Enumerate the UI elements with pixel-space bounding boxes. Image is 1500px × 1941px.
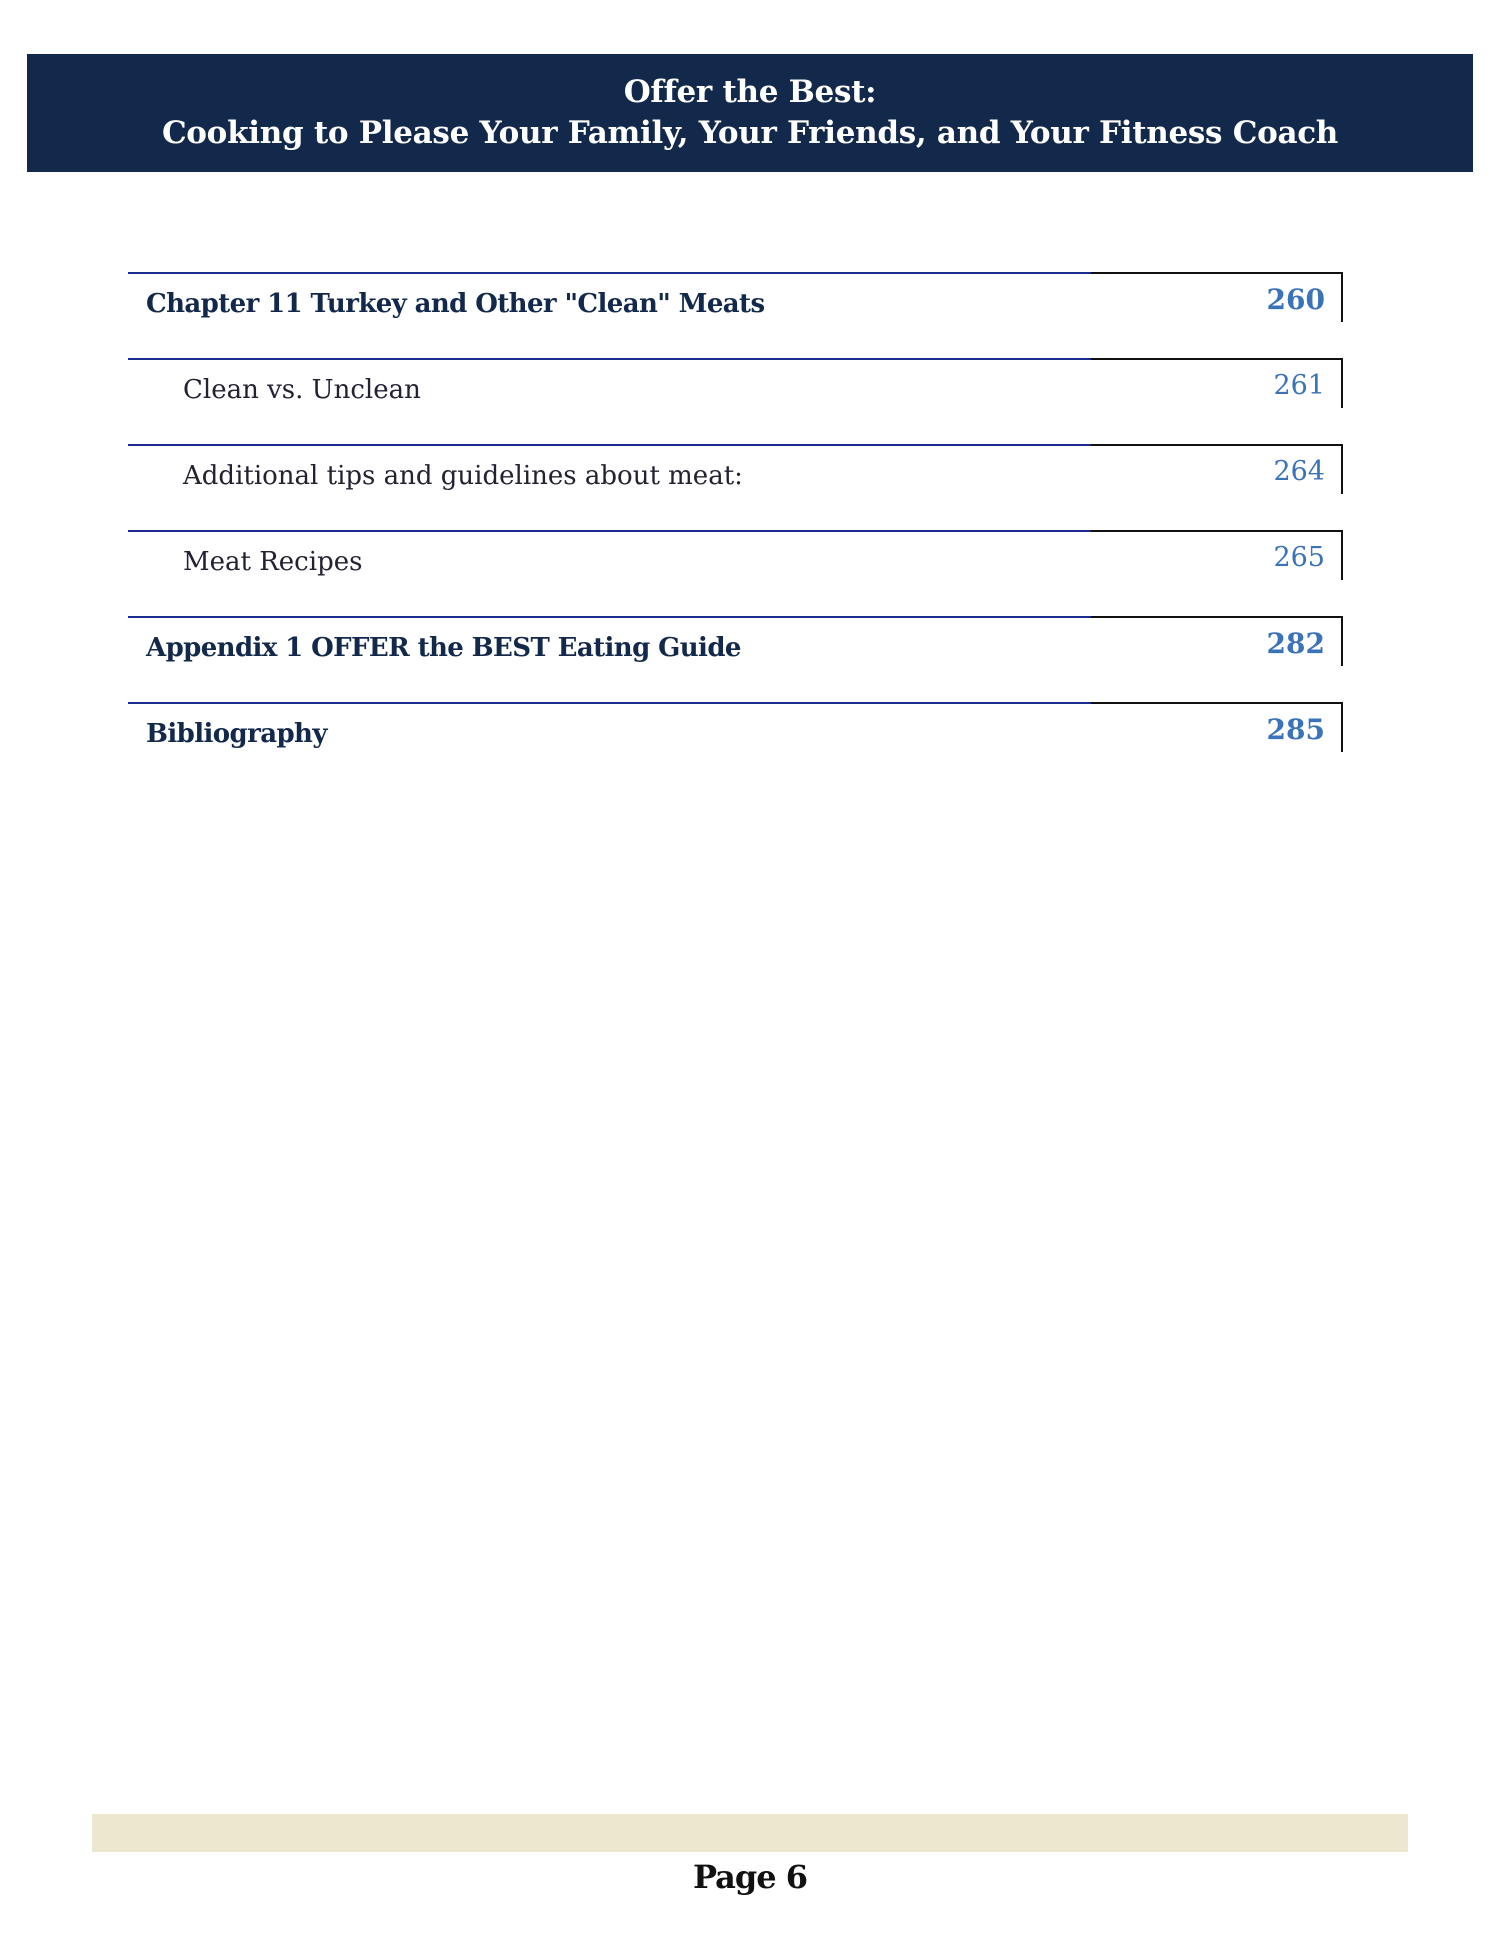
- toc-entry-label: Clean vs. Unclean: [183, 375, 421, 405]
- toc-entry-page: 265: [1273, 542, 1325, 573]
- page-number: Page 6: [692, 1858, 808, 1896]
- table-of-contents: [128, 272, 1343, 788]
- toc-entry-additional-tips[interactable]: [128, 444, 1343, 530]
- book-title-line-2: Cooking to Please Your Family, Your Friends, and Your Fitness Coach: [161, 115, 1339, 151]
- toc-entry-label: Chapter 11 Turkey and Other "Clean" Meats: [146, 289, 765, 319]
- toc-entry-page: 285: [1266, 713, 1325, 746]
- toc-entry-page: 282: [1266, 627, 1325, 660]
- toc-entry-label: Bibliography: [146, 719, 327, 749]
- toc-entry-chapter-11[interactable]: [128, 272, 1343, 358]
- toc-entry-clean-vs-unclean[interactable]: [128, 358, 1343, 444]
- toc-entry-appendix-1[interactable]: [128, 616, 1343, 702]
- footer-band: [92, 1814, 1408, 1852]
- book-title-line-1: Offer the Best:: [623, 74, 877, 110]
- toc-entry-label: Additional tips and guidelines about meat:: [183, 461, 743, 491]
- toc-entry-page: 264: [1273, 456, 1325, 487]
- toc-entry-bibliography[interactable]: [128, 702, 1343, 788]
- toc-entry-label: Appendix 1 OFFER the BEST Eating Guide: [146, 633, 741, 663]
- toc-entry-page: 261: [1273, 370, 1325, 401]
- toc-entry-page: 260: [1266, 283, 1325, 316]
- toc-entry-meat-recipes[interactable]: [128, 530, 1343, 616]
- toc-entry-label: Meat Recipes: [183, 547, 363, 577]
- header-banner: [27, 54, 1473, 172]
